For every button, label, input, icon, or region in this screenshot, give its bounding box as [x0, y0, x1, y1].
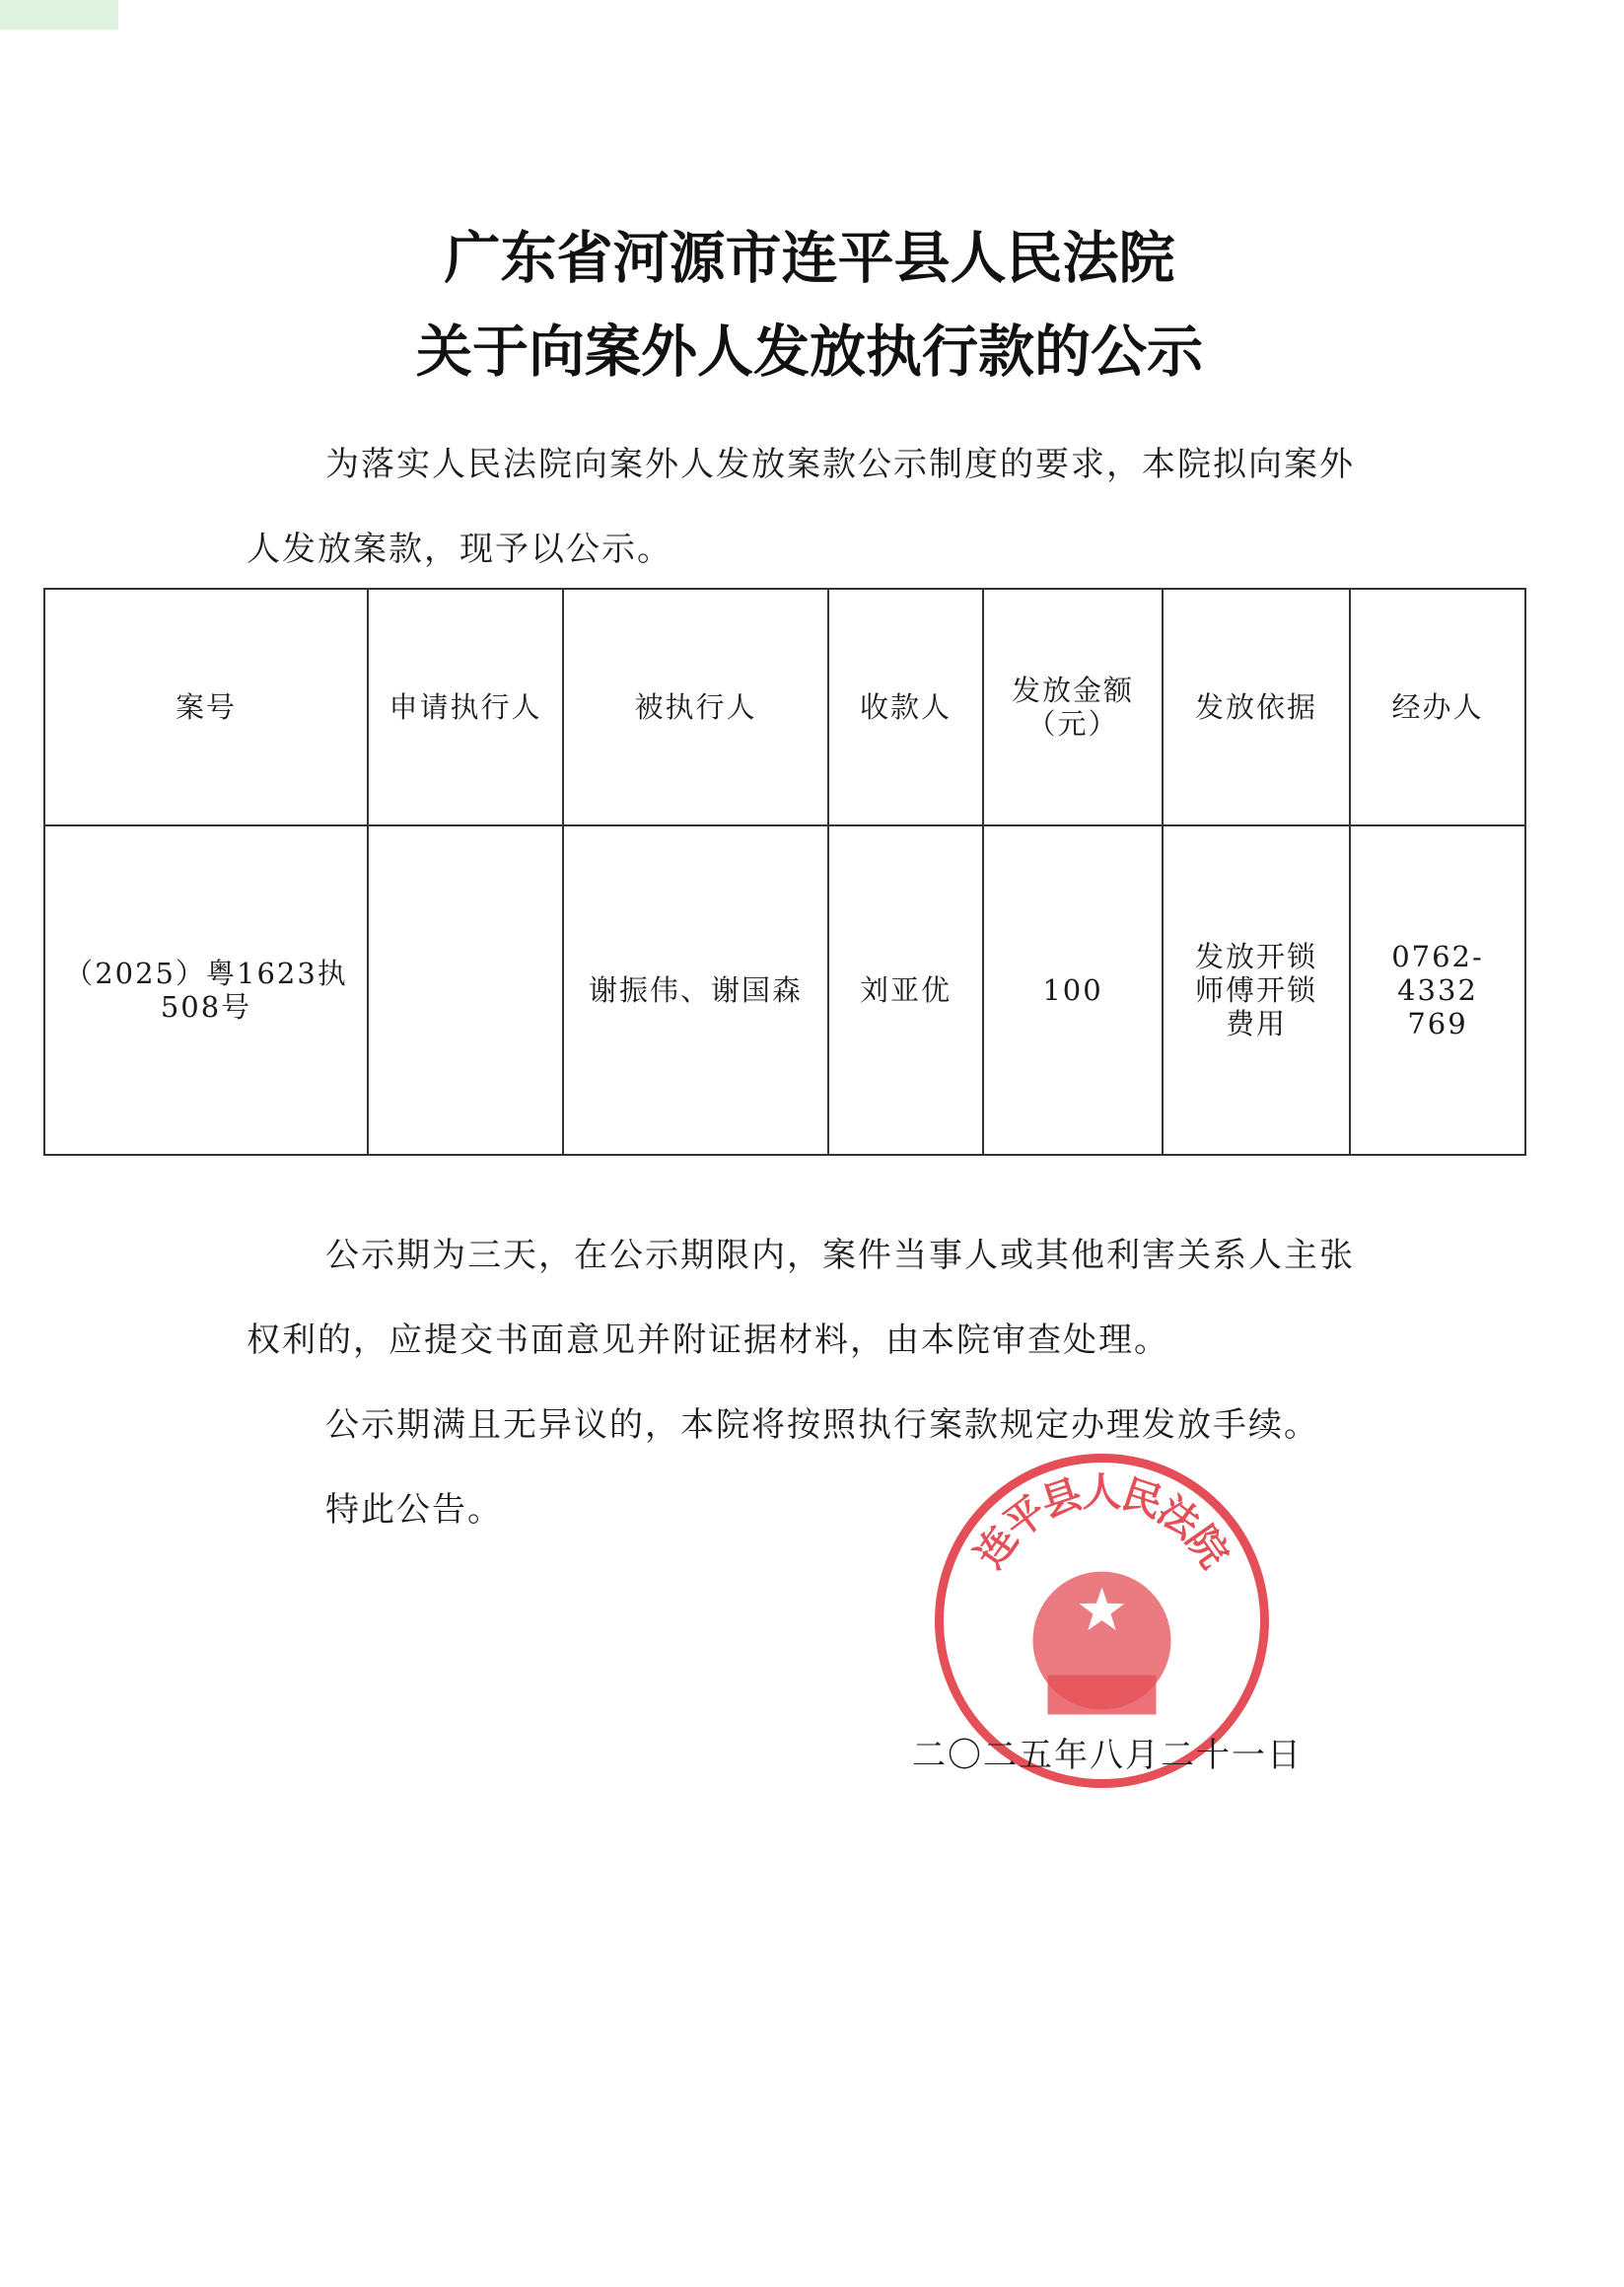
seal-char: 院	[1176, 1518, 1237, 1577]
seal-char: 县	[1035, 1470, 1088, 1528]
seal-char: 连	[966, 1518, 1027, 1577]
cell-basis: 发放开锁 师傅开锁 费用	[1163, 825, 1350, 1155]
closing-paragraph: 特此公告。	[325, 1490, 503, 1530]
seal-emblem-base	[1048, 1676, 1157, 1715]
procedure-paragraph: 公示期满且无异议的，本院将按照执行案款规定办理发放手续。	[325, 1405, 1319, 1445]
scan-corner-mark	[0, 0, 118, 30]
intro-paragraph: 为落实人民法院向案外人发放案款公示制度的要求，本院拟向案外人发放案款，现予以公示。	[247, 445, 1355, 569]
title-line-2: 关于向案外人发放执行款的公示	[416, 320, 1203, 385]
table-row	[44, 825, 1525, 1155]
notice-title	[0, 212, 1624, 399]
table-header-row	[44, 589, 1525, 825]
header-handler: 经办人	[1350, 589, 1525, 825]
header-basis: 发放依据	[1163, 589, 1350, 825]
payment-table	[43, 588, 1526, 1156]
seal-char: 法	[1149, 1487, 1208, 1548]
cell-payee: 刘亚优	[828, 825, 983, 1155]
header-case-no: 案号	[44, 589, 368, 825]
cell-handler: 0762-4332 769	[1350, 825, 1525, 1155]
header-respondent: 被执行人	[563, 589, 828, 825]
header-amount: 发放金额 （元）	[983, 589, 1163, 825]
cell-amount: 100	[983, 825, 1163, 1155]
title-line-1: 广东省河源市连平县人民法院	[444, 226, 1175, 291]
notice-date: 二〇二五年八月二十一日	[912, 1736, 1303, 1775]
objection-paragraph: 公示期为三天，在公示期限内，案件当事人或其他利害关系人主张权利的，应提交书面意见并附证据材料，由本院审查处理。	[247, 1236, 1355, 1360]
cell-case-no: （2025）粤1623执 508号	[44, 825, 368, 1155]
cell-applicant	[368, 825, 563, 1155]
seal-char: 民	[1116, 1470, 1168, 1528]
header-payee: 收款人	[828, 589, 983, 825]
seal-char: 人	[1082, 1469, 1122, 1516]
seal-char: 平	[996, 1487, 1055, 1548]
header-applicant: 申请执行人	[368, 589, 563, 825]
cell-respondent: 谢振伟、谢国森	[563, 825, 828, 1155]
